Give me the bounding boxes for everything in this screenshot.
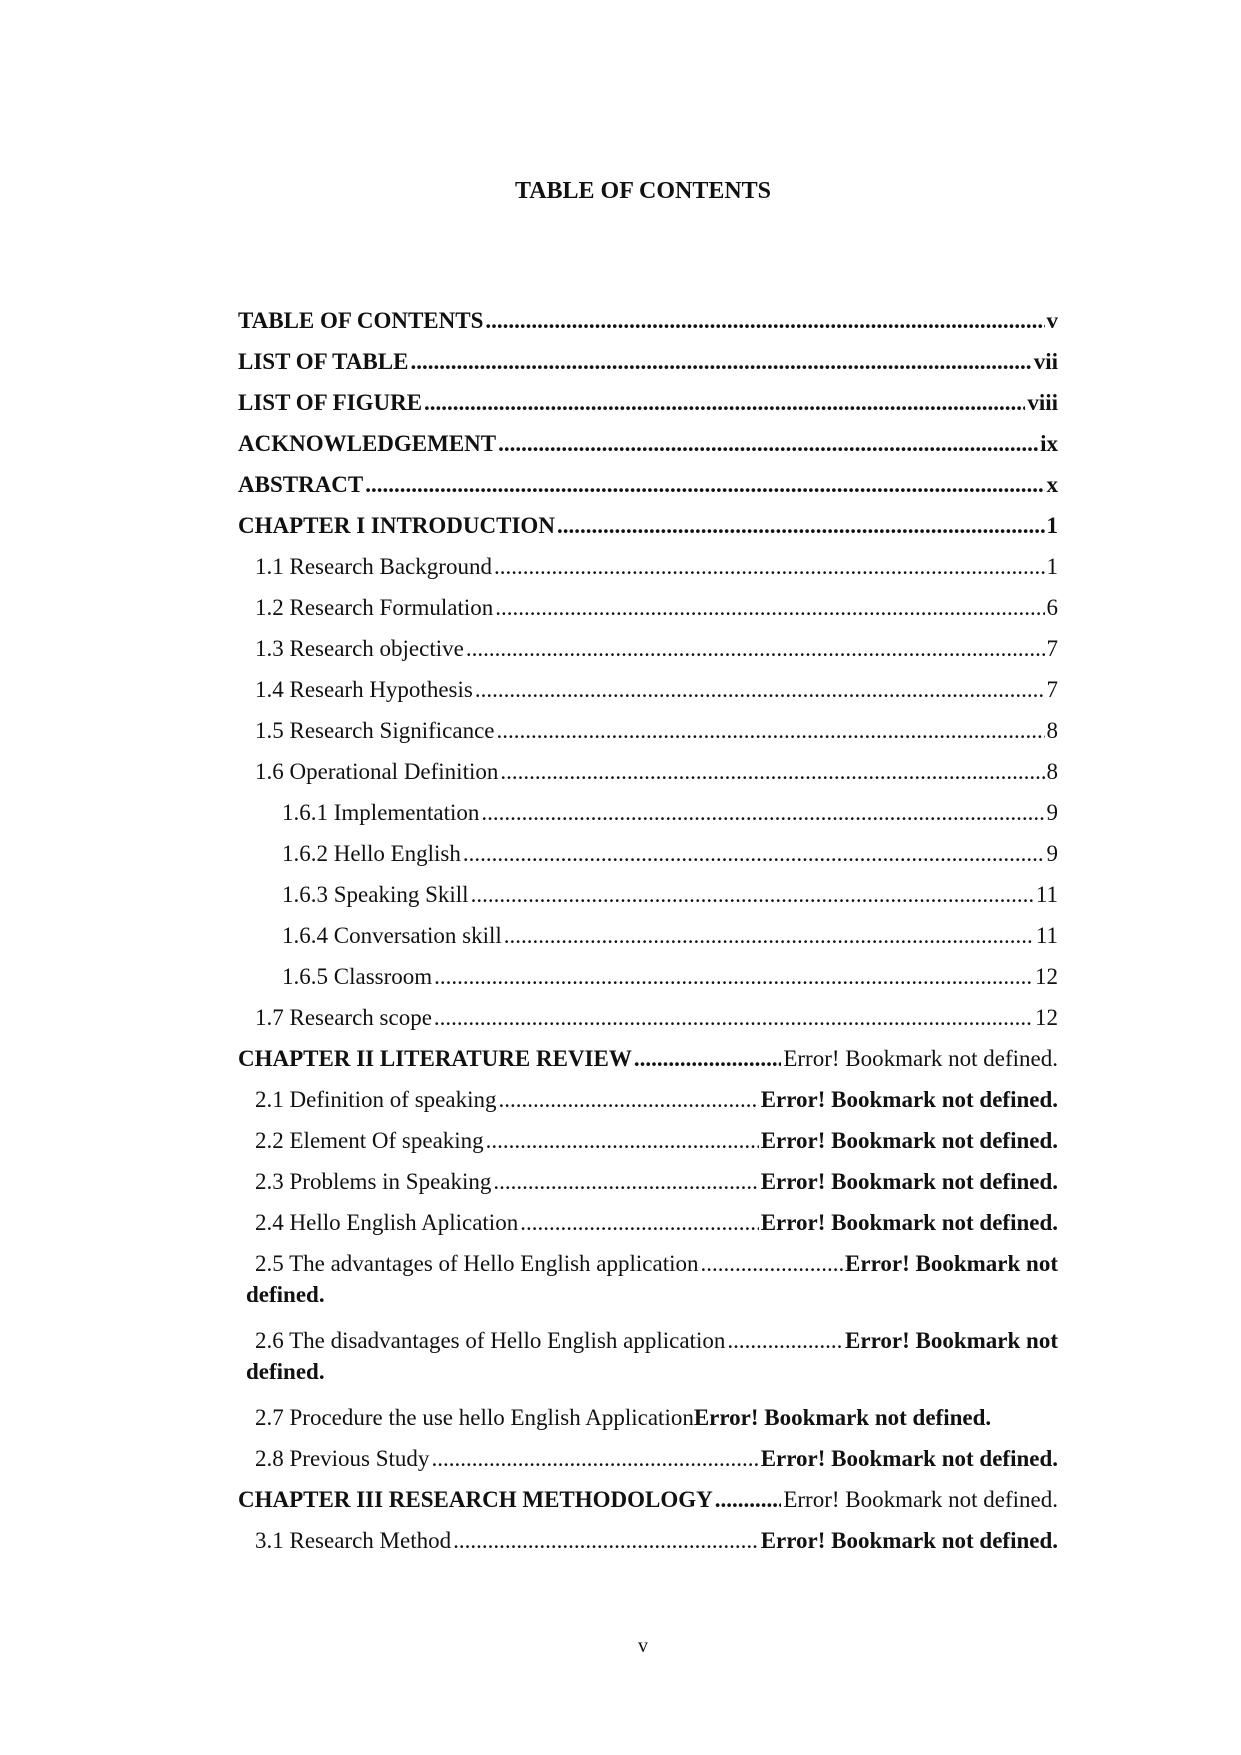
toc-entry-label: 2.5 The advantages of Hello English application [255,1251,699,1276]
dot-leader [481,792,1044,833]
toc-entry-page: v [1046,308,1058,333]
toc-entry[interactable] [238,915,1058,956]
toc-entry-page: 7 [1046,636,1058,661]
toc-entry-page: Error! Bookmark not defined. [783,1487,1058,1512]
toc-entry-page: 7 [1046,677,1058,702]
toc-entry-label: 1.4 Researh Hypothesis [255,677,473,702]
toc-entry[interactable] [238,997,1058,1038]
toc-entry-label: LIST OF FIGURE [238,390,423,415]
toc-entry-label: 1.7 Research scope [255,1005,432,1030]
toc-entry-page: Error! Bookmark not defined. [760,1446,1058,1471]
toc-entry-page: 9 [1046,800,1058,825]
toc-entry[interactable] [238,751,1058,792]
toc-entry[interactable] [238,628,1058,669]
toc-entry[interactable] [238,956,1058,997]
dot-leader [498,1079,758,1120]
dot-leader [466,628,1045,669]
toc-entry-label: 2.1 Definition of speaking [255,1087,497,1112]
toc-entry[interactable] [238,1243,1058,1320]
toc-entry[interactable] [238,1202,1058,1243]
toc-entry-label: CHAPTER III RESEARCH METHODOLOGY [238,1487,713,1512]
toc-entry-page: 1 [1046,554,1058,579]
table-of-contents [238,300,1058,1561]
toc-entry[interactable] [238,833,1058,874]
dot-leader [494,546,1045,587]
dot-leader [634,1038,782,1079]
toc-entry-continuation: defined. [246,1359,325,1384]
toc-entry-label: 1.6.3 Speaking Skill [282,882,469,907]
toc-entry-page: 1 [1046,513,1058,538]
dot-leader [431,1438,758,1479]
dot-leader [727,1325,843,1356]
toc-entry-page: vii [1033,349,1058,374]
toc-entry[interactable] [238,546,1058,587]
toc-entry[interactable] [238,587,1058,628]
toc-entry-label: ACKNOWLEDGEMENT [238,431,497,456]
toc-entry-page: viii [1027,390,1058,415]
toc-entry-page: Error! Bookmark not defined. [760,1087,1058,1112]
toc-entry-page: Error! Bookmark not defined. [760,1528,1058,1553]
toc-entry-page: 12 [1035,964,1058,989]
toc-entry[interactable] [238,300,1058,341]
toc-entry[interactable] [238,382,1058,423]
dot-leader [500,751,1044,792]
page-title: TABLE OF CONTENTS [514,178,772,204]
dot-leader [463,833,1045,874]
dot-leader [504,915,1034,956]
toc-entry[interactable] [238,669,1058,710]
toc-entry[interactable] [238,1079,1058,1120]
dot-leader [424,382,1025,423]
toc-entry[interactable] [238,792,1058,833]
toc-entry-label: LIST OF TABLE [238,349,409,374]
toc-entry-page: Error! Bookmark not [845,1328,1058,1353]
dot-leader [520,1202,759,1243]
toc-entry-page: ix [1040,431,1058,456]
toc-entry-page: 6 [1046,595,1058,620]
dot-leader [497,710,1045,751]
toc-entry[interactable] [238,464,1058,505]
dot-leader [495,587,1044,628]
toc-entry[interactable] [238,1120,1058,1161]
toc-entry-page: Error! Bookmark not defined. [760,1210,1058,1235]
toc-entry-label: TABLE OF CONTENTS [238,308,484,333]
dot-leader [701,1248,844,1279]
toc-entry-page: x [1046,472,1058,497]
toc-entry[interactable] [238,1479,1058,1520]
dot-leader [486,1120,759,1161]
toc-entry-page: Error! Bookmark not [845,1251,1058,1276]
toc-entry-label: 2.3 Problems in Speaking [255,1169,492,1194]
toc-entry-label: 2.4 Hello English Aplication [255,1210,519,1235]
dot-leader [453,1520,759,1561]
dot-leader [493,1161,758,1202]
dot-leader [410,341,1031,382]
toc-entry-label: 1.6.2 Hello English [282,841,461,866]
toc-entry[interactable] [238,1161,1058,1202]
toc-entry-page: 8 [1046,759,1058,784]
toc-entry-page: 11 [1035,923,1058,948]
toc-entry[interactable] [238,341,1058,382]
toc-entry[interactable] [238,1520,1058,1561]
toc-entry-page: 11 [1035,882,1058,907]
dot-leader [475,669,1045,710]
toc-entry-label: CHAPTER II LITERATURE REVIEW [238,1046,632,1071]
toc-entry[interactable] [238,710,1058,751]
dot-leader [498,423,1038,464]
toc-entry-label: 1.6 Operational Definition [255,759,499,784]
toc-entry-label: ABSTRACT [238,472,364,497]
toc-entry-label: 1.2 Research Formulation [255,595,494,620]
toc-entry-continuation: defined. [246,1282,325,1307]
toc-entry[interactable] [238,1438,1058,1479]
toc-entry-label: 1.1 Research Background [255,554,492,579]
dot-leader [715,1479,782,1520]
toc-entry-page: Error! Bookmark not defined. [760,1128,1058,1153]
toc-entry-label: 2.8 Previous Study [255,1446,430,1471]
toc-entry[interactable] [238,1397,1058,1438]
toc-entry-page: Error! Bookmark not defined. [783,1046,1058,1071]
toc-entry-page: 12 [1035,1005,1058,1030]
dot-leader [557,505,1045,546]
footer-page-number: v [638,1635,648,1657]
toc-entry[interactable] [238,1038,1058,1079]
toc-entry[interactable] [238,505,1058,546]
toc-entry-label: 1.6.5 Classroom [282,964,433,989]
toc-entry-label: 2.7 Procedure the use hello English Application [255,1405,694,1430]
dot-leader [485,300,1044,341]
toc-entry-page: 9 [1046,841,1058,866]
toc-entry-label: 1.6.1 Implementation [282,800,480,825]
toc-entry-label: 3.1 Research Method [255,1528,452,1553]
toc-entry-label: 1.5 Research Significance [255,718,495,743]
dot-leader [434,956,1033,997]
toc-entry[interactable] [238,874,1058,915]
toc-entry-page: Error! Bookmark not defined. [760,1169,1058,1194]
dot-leader [471,874,1034,915]
toc-entry-label: 2.6 The disadvantages of Hello English application [255,1328,726,1353]
toc-entry-label: 1.3 Research objective [255,636,464,661]
toc-entry-label: 1.6.4 Conversation skill [282,923,502,948]
toc-entry[interactable] [238,1320,1058,1397]
dot-leader [365,464,1044,505]
toc-entry-page: Error! Bookmark not defined. [693,1405,992,1430]
toc-entry[interactable] [238,423,1058,464]
toc-entry-label: CHAPTER I INTRODUCTION [238,513,555,538]
toc-entry-page: 8 [1046,718,1058,743]
dot-leader [434,997,1033,1038]
toc-entry-label: 2.2 Element Of speaking [255,1128,484,1153]
